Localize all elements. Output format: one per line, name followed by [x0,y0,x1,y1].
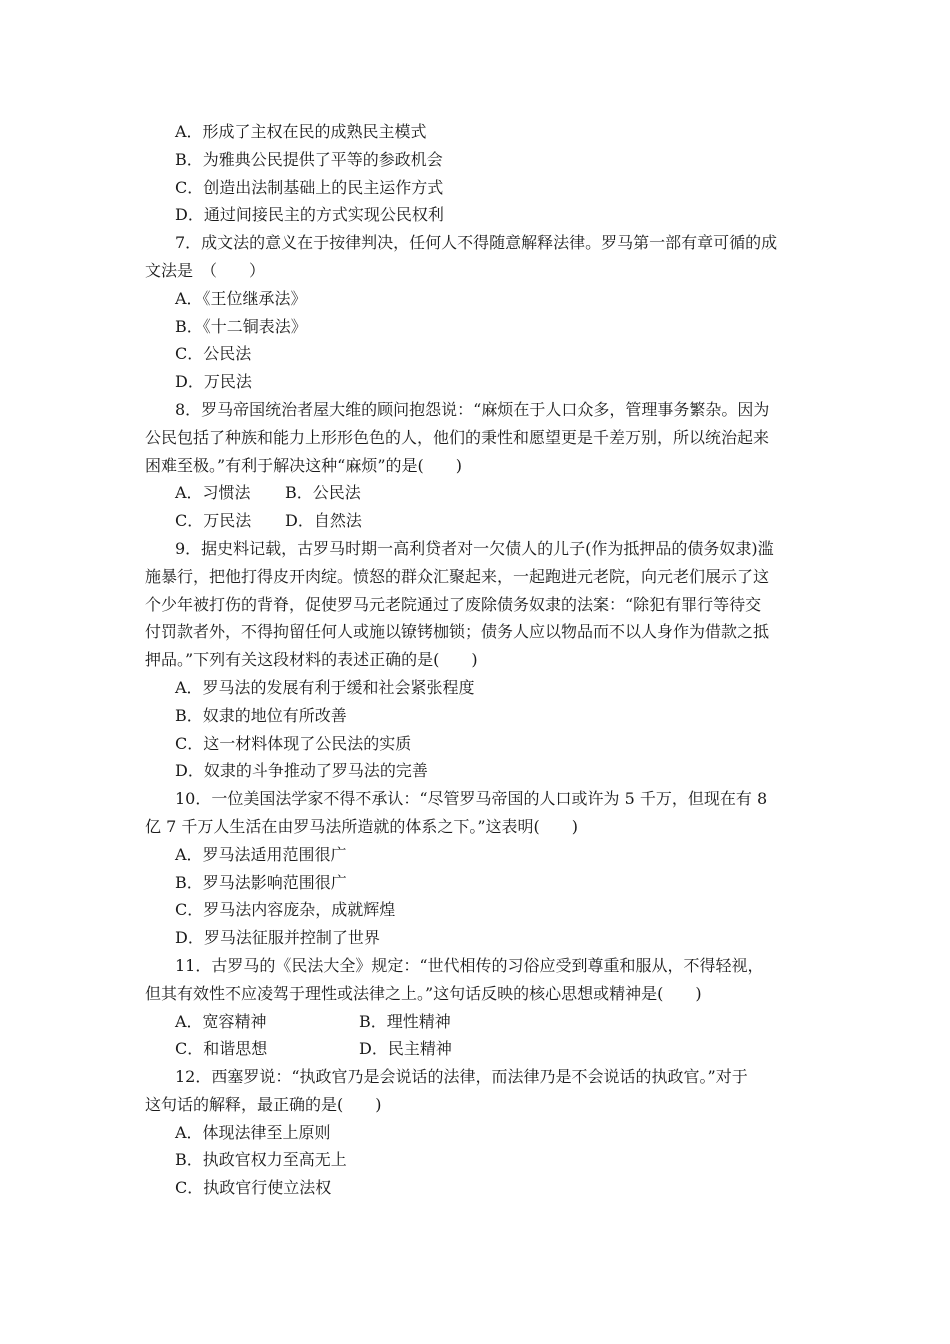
q6-option-a: A．形成了主权在民的成熟民主模式 [175,122,427,141]
q11-options-row-2 [145,1035,810,1063]
q6-option-d: D．通过间接民主的方式实现公民权利 [175,205,444,225]
q9-stem-line-2: 施暴行，把他打得皮开肉绽。愤怒的群众汇聚起来，一起跑进元老院，向元老们展示了这 [145,566,770,586]
q8-option-c: C．万民法 [175,511,252,531]
q11-option-b: B．理性精神 [359,1011,451,1031]
q7-option-b: B．《十二铜表法》 [175,316,307,336]
q8-stem-line-2: 公民包括了种族和能力上形形色色的人，他们的秉性和愿望更是千差万别，所以统治起来 [145,427,770,447]
q6-option-b: B．为雅典公民提供了平等的参政机会 [175,149,443,169]
q8-stem-line-3: 困难至极。”有利于解决这种“麻烦”的是( ) [145,455,463,475]
q8-options-row-1 [145,479,810,507]
q9-stem-line-5: 押品。”下列有关这段材料的表述正确的是( ) [145,650,478,670]
q10-option-b: B．罗马法影响范围很广 [175,872,347,892]
q7-stem-line-1: 7．成文法的意义在于按律判决，任何人不得随意解释法律。罗马第一部有章可循的成 [175,233,778,253]
q11-option-d: D．民主精神 [359,1039,452,1059]
q12-option-b: B．执政官权力至高无上 [175,1150,347,1170]
q11-option-a: A．宽容精神 [175,1011,267,1031]
q7-option-c: C．公民法 [175,344,252,364]
q12-stem-line-1: 12．西塞罗说：“执政官乃是会说话的法律，而法律乃是不会说话的执政官。”对于 [175,1067,748,1087]
q8-option-d: D．自然法 [285,511,362,531]
q10-option-c: C．罗马法内容庞杂，成就辉煌 [175,900,396,920]
q12-option-c: C．执政官行使立法权 [175,1178,332,1198]
q12-stem-line-2: 这句话的解释，最正确的是( ) [145,1094,382,1114]
q10-option-a: A．罗马法适用范围很广 [175,844,347,864]
q9-option-b: B．奴隶的地位有所改善 [175,705,347,725]
q7-option-d: D．万民法 [175,372,252,392]
q12-option-a: A．体现法律至上原则 [175,1122,331,1142]
q11-stem-line-1: 11．古罗马的《民法大全》规定：“世代相传的习俗应受到尊重和服从，不得轻视， [175,955,764,975]
q8-option-b: B．公民法 [285,483,361,503]
q8-options-row-2 [145,507,810,535]
q11-options-row-1 [145,1008,810,1036]
q9-stem-line-1: 9．据史料记载，古罗马时期一高利贷者对一欠债人的儿子(作为抵押品的债务奴隶)滥 [175,538,774,558]
q11-stem-line-2: 但其有效性不应凌驾于理性或法律之上。”这句话反映的核心思想或精神是( ) [145,983,702,1003]
q6-option-c: C．创造出法制基础上的民主运作方式 [175,177,444,197]
q10-option-d: D．罗马法征服并控制了世界 [175,928,380,948]
q8-stem-line-1: 8．罗马帝国统治者屋大维的顾问抱怨说：“麻烦在于人口众多，管理事务繁杂。因为 [175,399,770,419]
q9-option-d: D．奴隶的斗争推动了罗马法的完善 [175,761,428,781]
question-list [145,118,810,1202]
q10-stem-line-1: 10．一位美国法学家不得不承认：“尽管罗马帝国的人口或许为 5 千万，但现在有 8 [175,789,768,809]
q8-option-a: A．习惯法 [175,483,251,503]
q7-option-a: A．《王位继承法》 [175,288,307,308]
q9-stem-line-4: 付罚款者外，不得拘留任何人或施以镣铐枷锁；债务人应以物品而不以人身作为借款之抵 [145,622,770,642]
q9-option-c: C．这一材料体现了公民法的实质 [175,733,412,753]
q7-stem-line-2: 文法是 （ ） [145,260,266,280]
q9-stem-line-3: 个少年被打伤的背脊，促使罗马元老院通过了废除债务奴隶的法案：“除犯有罪行等待交 [145,594,762,614]
q11-option-c: C．和谐思想 [175,1039,268,1059]
q10-stem-line-2: 亿 7 千万人生活在由罗马法所造就的体系之下。”这表明( ) [145,816,579,836]
q9-option-a: A．罗马法的发展有利于缓和社会紧张程度 [175,677,475,697]
